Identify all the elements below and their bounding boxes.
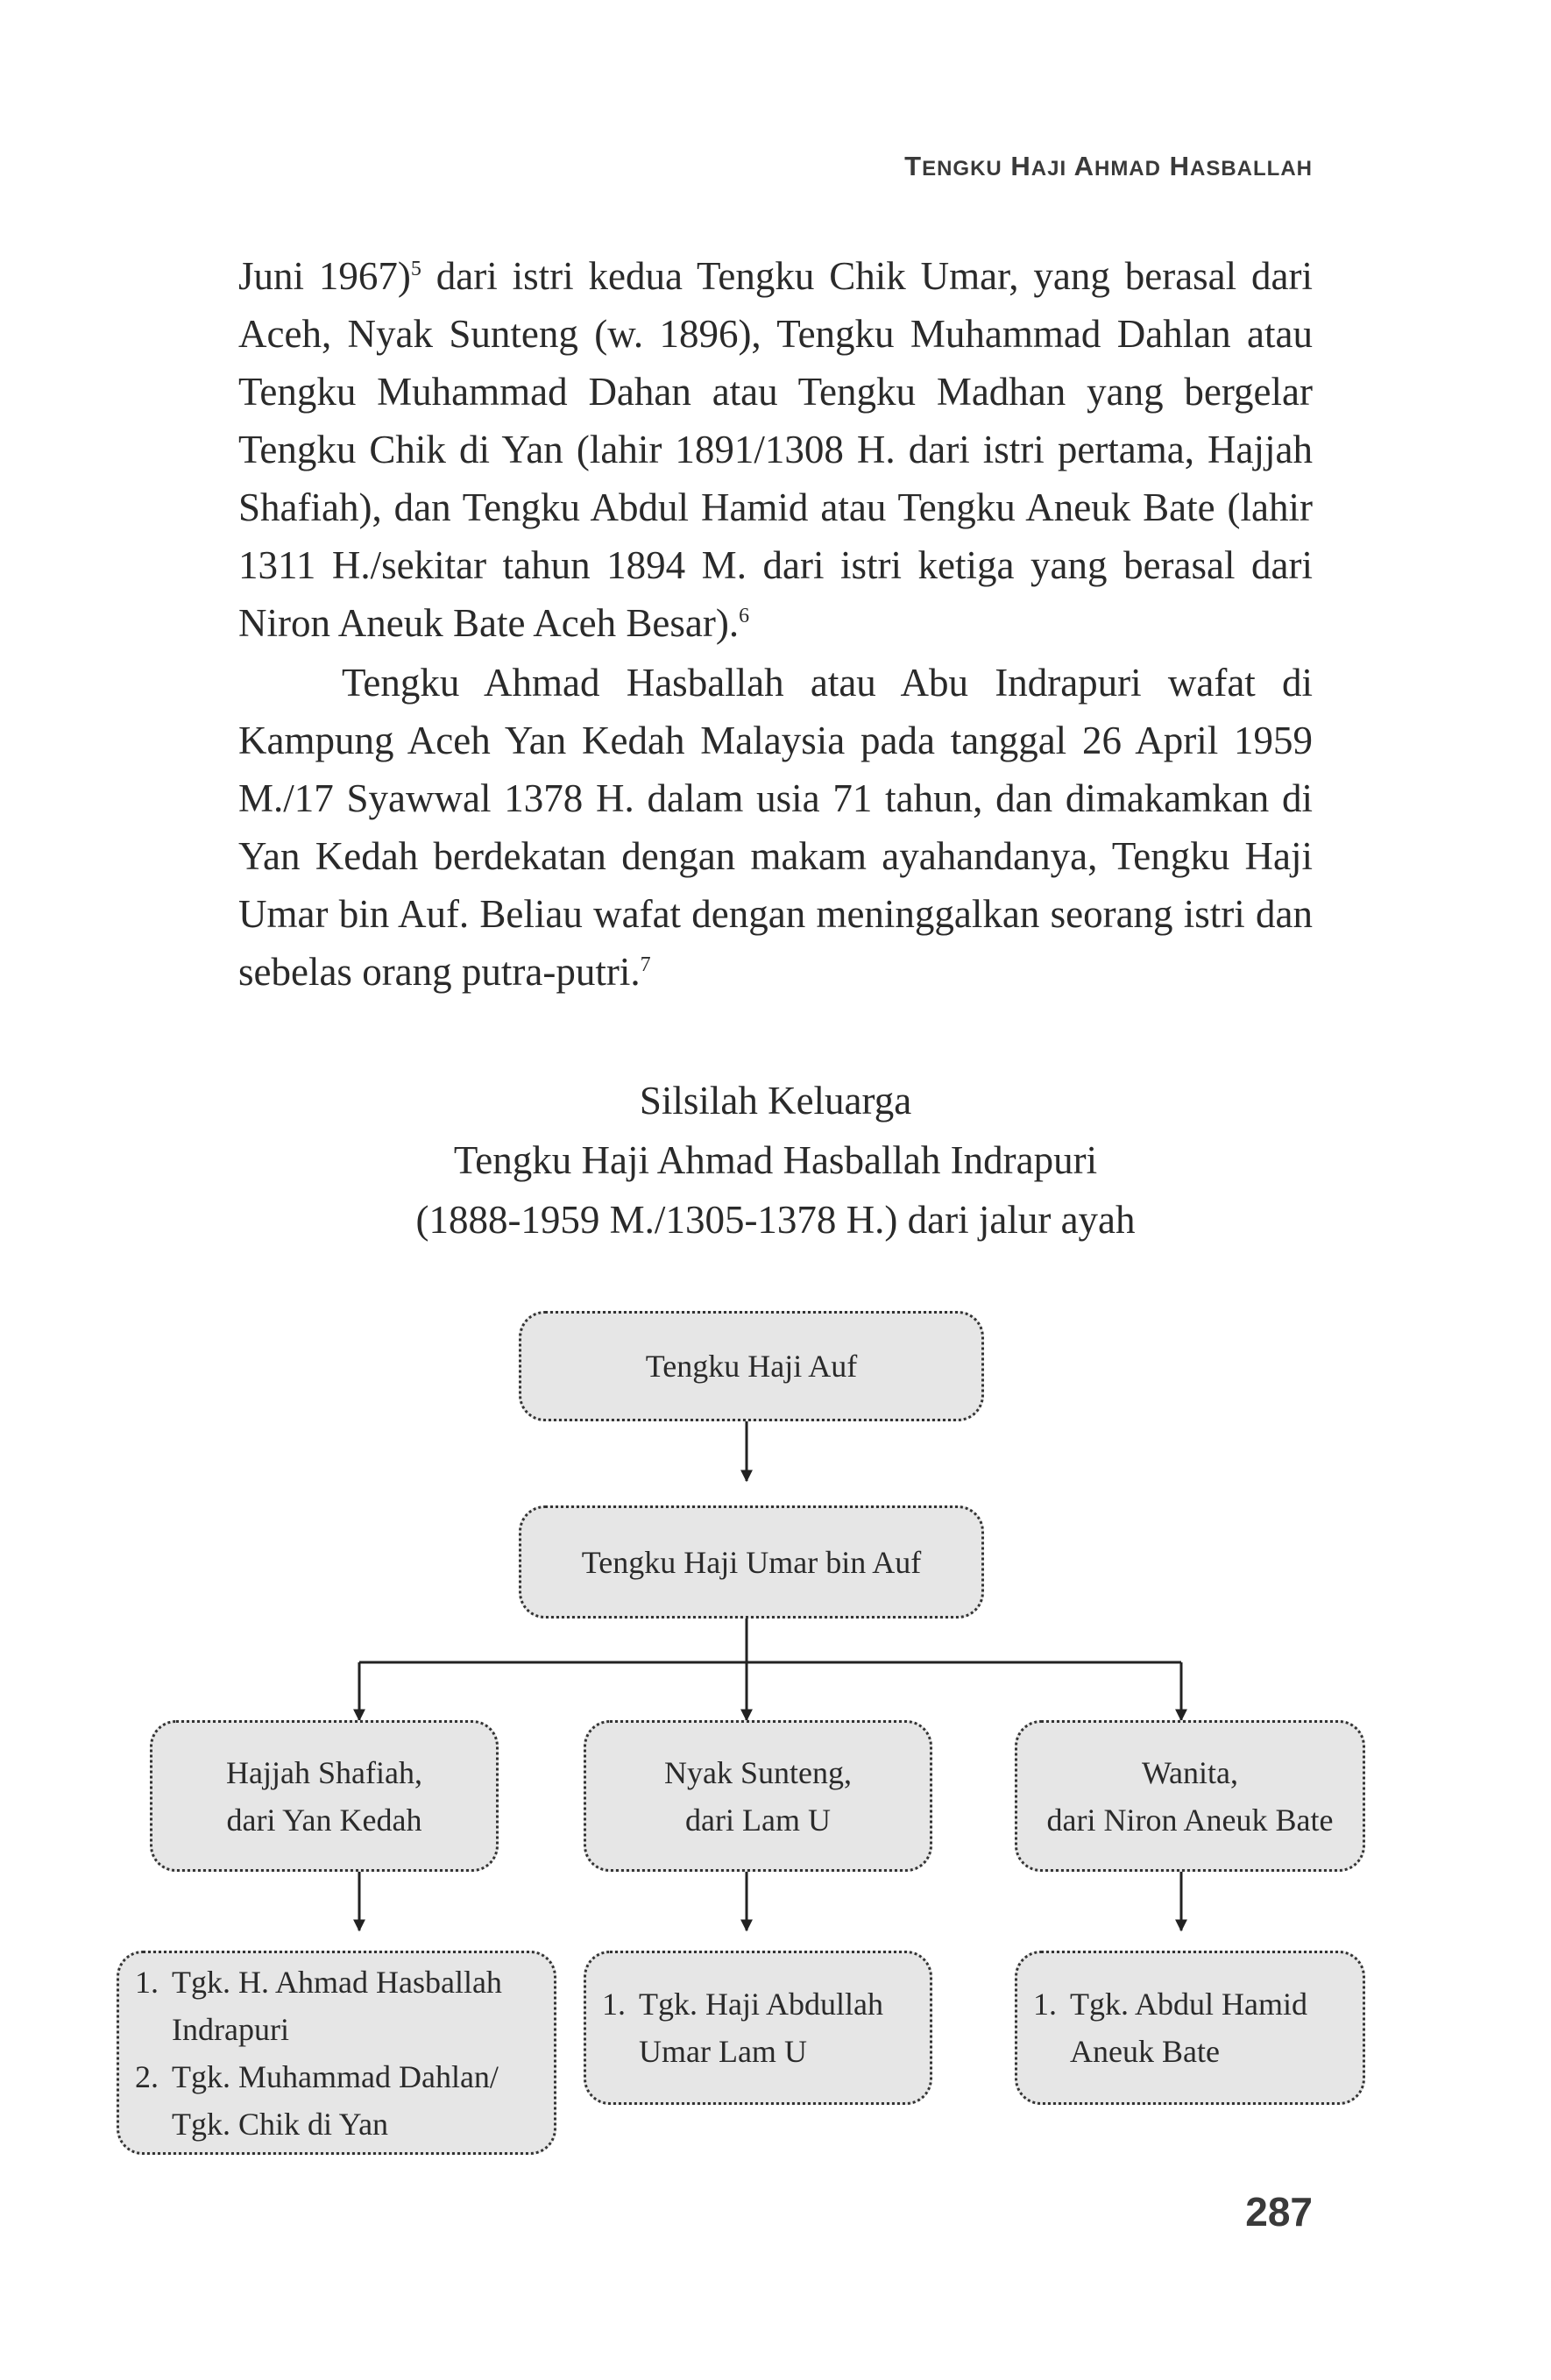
child-name-line-1: Tgk. Muhammad Dahlan/ (172, 2058, 499, 2094)
child-name-line-1: Tgk. H. Ahmad Hasballah (172, 1964, 502, 2000)
node-wife-2-line-1: Nyak Sunteng, (664, 1754, 852, 1790)
running-head-word-2: HAJI (1010, 151, 1067, 181)
figure-caption (238, 1071, 1313, 1250)
node-wife-1-line-1: Hajjah Shafiah, (226, 1754, 422, 1790)
paragraph-1-text-a: Juni 1967) (238, 254, 411, 298)
child-name-line-1: Tgk. Haji Abdullah (639, 1987, 883, 2022)
figure-caption-line-2: Tengku Haji Ahmad Hasballah Indrapuri (453, 1138, 1098, 1182)
node-children-1 (117, 1951, 556, 2155)
node-wife-2-line-2: dari Lam U (685, 1802, 831, 1838)
paragraph-1 (238, 247, 1313, 652)
node-wife-3-line-2: dari Niron Aneuk Bate (1046, 1802, 1334, 1838)
child-number: 2. (135, 2058, 159, 2094)
running-head-word-4: HASBALLAH (1169, 151, 1313, 181)
child-name-line-2: Indrapuri (172, 2011, 289, 2047)
children-list-1 (119, 1959, 502, 2148)
footnote-ref-6[interactable]: 6 (739, 605, 750, 627)
node-father-label: Tengku Haji Umar bin Auf (581, 1544, 922, 1580)
figure-caption-line-3: (1888-1959 M./1305-1378 H.) dari jalur ayah (415, 1198, 1136, 1242)
children-list-2 (586, 1980, 883, 2075)
node-father (519, 1505, 984, 1619)
child-item (135, 1959, 502, 2053)
node-wife-1-line-2: dari Yan Kedah (226, 1802, 422, 1838)
child-item (1033, 1980, 1307, 2075)
child-item (135, 2053, 502, 2148)
child-number: 1. (1033, 1987, 1057, 2022)
running-head-word-3: AHMAD (1073, 151, 1161, 181)
node-grandfather-label: Tengku Haji Auf (645, 1349, 858, 1384)
node-wife-2 (584, 1720, 932, 1872)
paragraph-1-text-b: dari istri kedua Tengku Chik Umar, yang berasal dari Aceh, Nyak Sunteng (w. 1896), Tengku Muhammad Dahlan atau Tengku Muhammad Dahan atau Tengku Madhan yang bergelar Tengku Chik di Yan (lahir 1891/1308 H. dari istri pertama, Hajjah Shafiah), dan Tengku Abdul Hamid atau Tengku Aneuk Bate (lahir 1311 H./sekitar tahun 1894 M. dari istri ketiga yang berasal dari Niron Aneuk Bate Aceh Besar). (238, 254, 1314, 645)
node-children-2 (584, 1951, 932, 2105)
figure-caption-line-1: Silsilah Keluarga (639, 1079, 912, 1123)
running-head-word-1: TENGKU (904, 151, 1002, 181)
footnote-ref-7[interactable]: 7 (640, 953, 651, 976)
page-number: 287 (1245, 2189, 1313, 2235)
child-name-line-2: Aneuk Bate (1070, 2034, 1220, 2069)
paragraph-2 (238, 654, 1313, 1001)
child-name-line-2: Tgk. Chik di Yan (172, 2106, 389, 2142)
running-head (904, 151, 1313, 182)
child-number: 1. (602, 1987, 626, 2022)
node-children-3 (1015, 1951, 1365, 2105)
paragraph-2-text: Tengku Ahmad Hasballah atau Abu Indrapuri wafat di Kampung Aceh Yan Kedah Malaysia pada tanggal 26 April 1959 M./17 Syawwal 1378 H. dalam usia 71 tahun, dan dimakamkan di Yan Kedah berdekatan dengan makam ayahandanya, Tengku Haji Umar bin Auf. Beliau wafat dengan meninggalkan seorang istri dan sebelas orang putra-putri. (238, 661, 1313, 994)
node-grandfather (519, 1311, 984, 1421)
child-name-line-1: Tgk. Abdul Hamid (1070, 1987, 1307, 2022)
footnote-ref-5[interactable]: 5 (410, 258, 421, 280)
child-number: 1. (135, 1964, 159, 2000)
child-name-line-2: Umar Lam U (639, 2034, 807, 2069)
node-wife-3 (1015, 1720, 1365, 1872)
node-wife-1 (150, 1720, 499, 1872)
children-list-3 (1017, 1980, 1307, 2075)
child-item (602, 1980, 883, 2075)
node-wife-3-line-1: Wanita, (1141, 1754, 1239, 1790)
